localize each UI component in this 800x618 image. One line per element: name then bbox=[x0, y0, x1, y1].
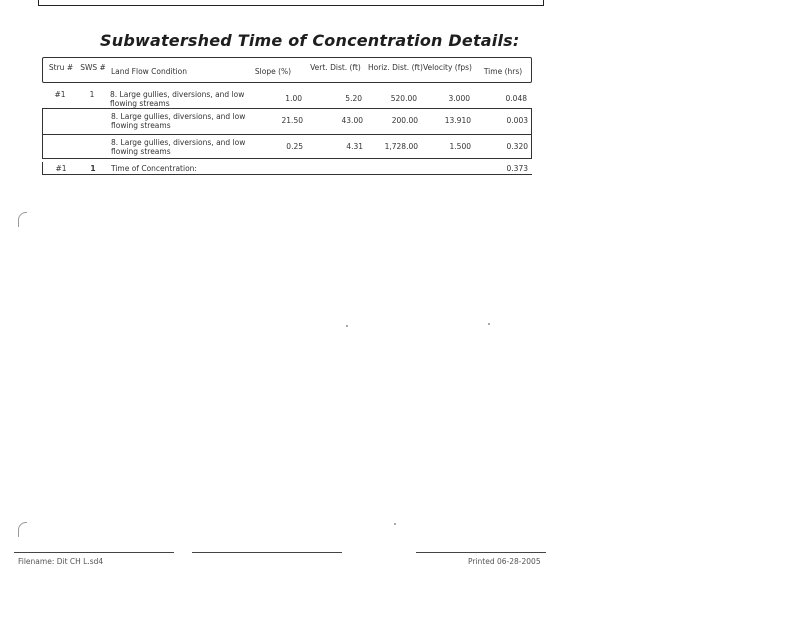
cell-time: 0.003 bbox=[506, 116, 528, 125]
footer-rule bbox=[14, 552, 174, 553]
cell-stru: #1 bbox=[54, 90, 66, 99]
table-row bbox=[42, 134, 532, 159]
total-row bbox=[42, 162, 532, 175]
header-stru: Stru # bbox=[48, 63, 74, 72]
cell-flow-condition: 8. Large gullies, diversions, and low flowing streams bbox=[111, 138, 246, 156]
header-vert-dist: Vert. Dist. (ft) bbox=[310, 63, 361, 72]
cell-velocity: 3.000 bbox=[448, 94, 470, 103]
top-border-left-tick bbox=[38, 0, 39, 6]
total-label: Time of Concentration: bbox=[111, 164, 197, 173]
section-title: Subwatershed Time of Concentration Details: bbox=[100, 31, 520, 50]
top-border-right-tick bbox=[543, 0, 544, 6]
header-horiz-dist: Horiz. Dist. (ft) bbox=[368, 63, 423, 72]
top-border-line bbox=[38, 5, 544, 6]
cell-slope: 21.50 bbox=[281, 116, 303, 125]
total-stru: #1 bbox=[55, 164, 67, 173]
footer-rule bbox=[416, 552, 546, 553]
cell-velocity: 1.500 bbox=[449, 142, 471, 151]
total-time: 0.373 bbox=[506, 164, 528, 173]
header-flow-condition: Land Flow Condition bbox=[111, 67, 187, 76]
scan-artifact-dot bbox=[346, 325, 348, 327]
footer-printed-date: Printed 06-28-2005 bbox=[468, 557, 541, 566]
cell-vert-dist: 5.20 bbox=[345, 94, 362, 103]
scan-artifact-mark bbox=[18, 522, 27, 537]
cell-time: 0.048 bbox=[505, 94, 527, 103]
scan-artifact-mark bbox=[18, 212, 27, 227]
cell-flow-condition: 8. Large gullies, diversions, and low flowing streams bbox=[110, 90, 245, 108]
cell-time: 0.320 bbox=[506, 142, 528, 151]
header-time: Time (hrs) bbox=[483, 67, 523, 76]
cell-slope: 1.00 bbox=[285, 94, 302, 103]
total-sws: 1 bbox=[90, 164, 96, 173]
cell-vert-dist: 43.00 bbox=[341, 116, 363, 125]
header-sws: SWS # bbox=[80, 63, 106, 72]
table-header-row bbox=[42, 57, 532, 83]
footer-filename: Filename: Dit CH L.sd4 bbox=[18, 557, 104, 566]
scan-artifact-dot bbox=[394, 523, 396, 525]
cell-horiz-dist: 1,728.00 bbox=[384, 142, 418, 151]
cell-sws: 1 bbox=[89, 90, 95, 99]
table-row bbox=[42, 108, 532, 134]
footer-rule bbox=[192, 552, 342, 553]
cell-horiz-dist: 520.00 bbox=[390, 94, 417, 103]
cell-horiz-dist: 200.00 bbox=[391, 116, 418, 125]
scan-artifact-dot bbox=[488, 323, 490, 325]
header-velocity: Velocity (fps) bbox=[423, 63, 472, 72]
header-slope: Slope (%) bbox=[254, 67, 292, 76]
cell-flow-condition: 8. Large gullies, diversions, and low flowing streams bbox=[111, 112, 246, 130]
cell-slope: 0.25 bbox=[286, 142, 303, 151]
cell-vert-dist: 4.31 bbox=[346, 142, 363, 151]
cell-velocity: 13.910 bbox=[444, 116, 471, 125]
